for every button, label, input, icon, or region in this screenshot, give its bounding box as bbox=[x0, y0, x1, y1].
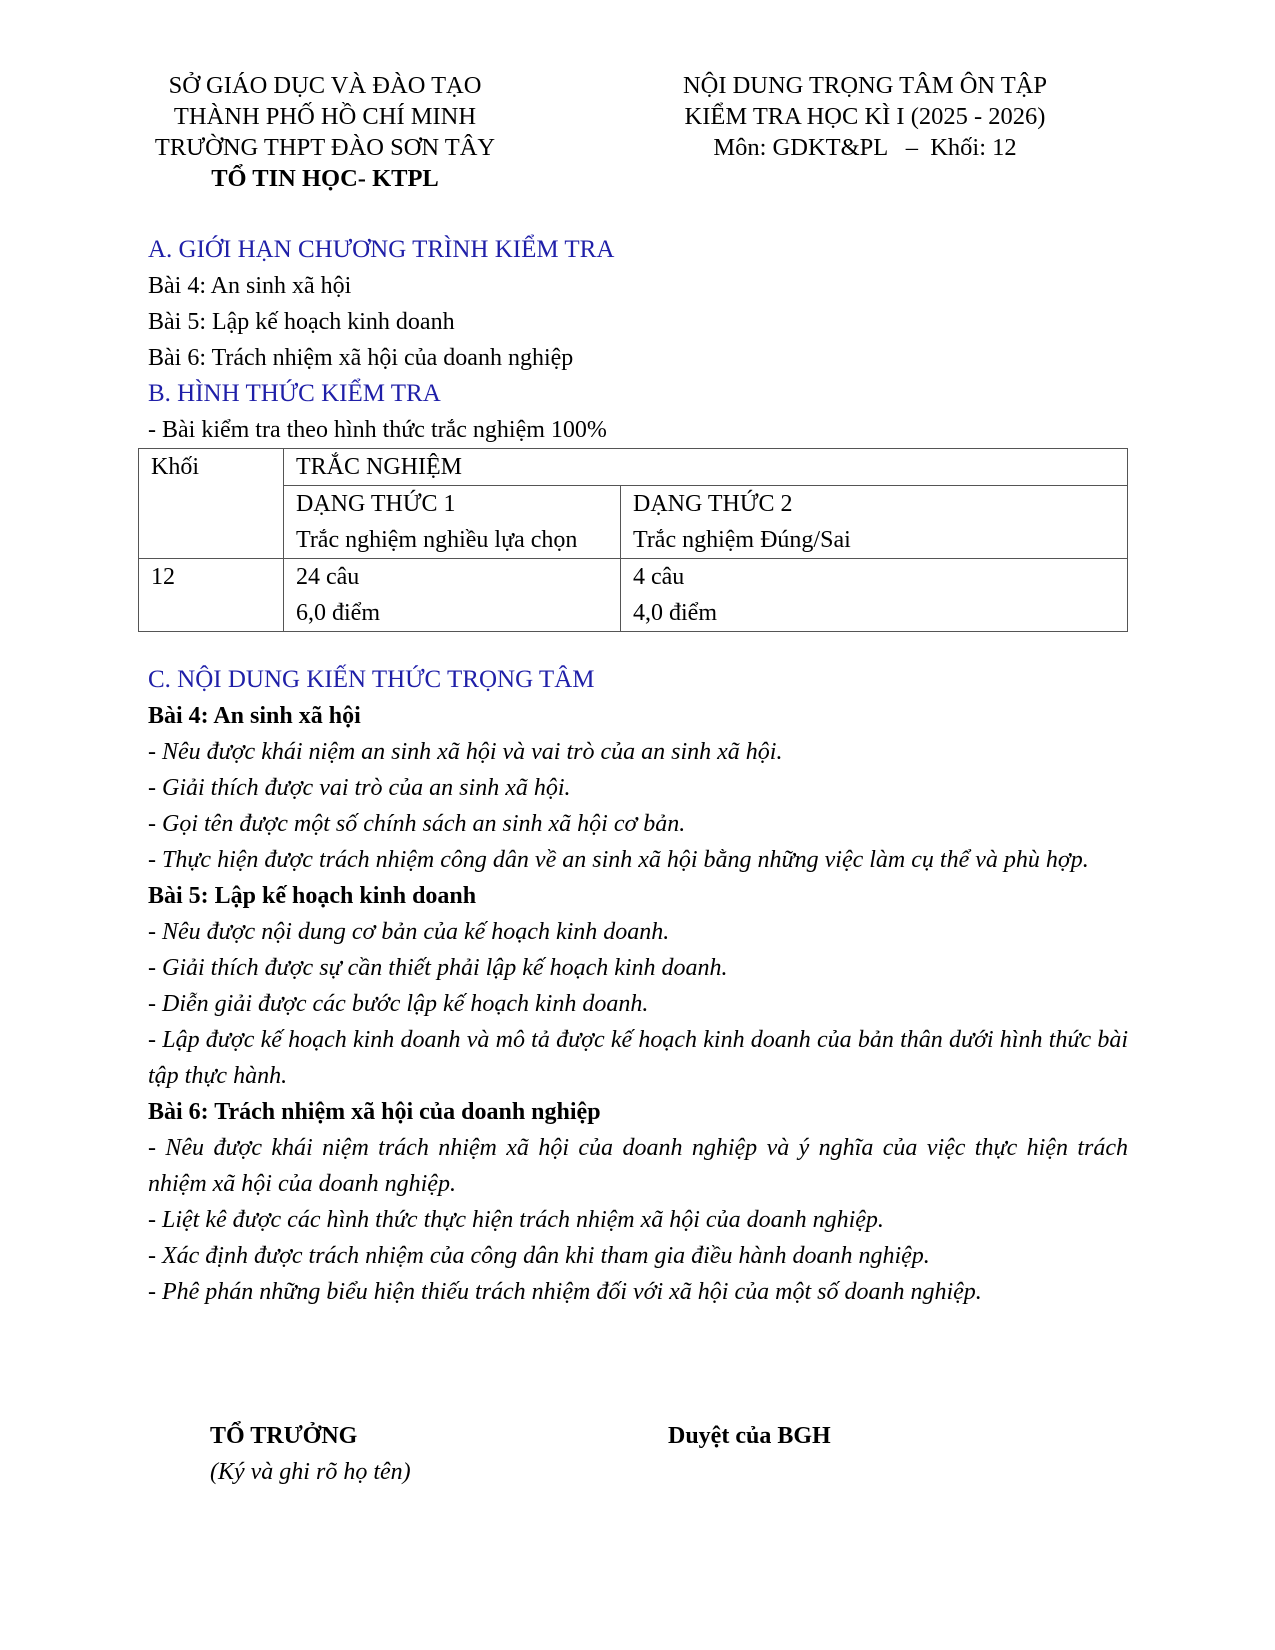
lesson-point: - Diễn giải được các bước lập kế hoạch kinh doanh. bbox=[148, 991, 649, 1017]
section-b-title: B. HÌNH THỨC KIỂM TRA bbox=[148, 380, 441, 407]
section-b-note: - Bài kiểm tra theo hình thức trắc nghiệm 100% bbox=[148, 417, 607, 443]
board-approval-title: Duyệt của BGH bbox=[668, 1423, 831, 1449]
lesson-point: - Giải thích được sự cần thiết phải lập kế hoạch kinh doanh. bbox=[148, 955, 728, 981]
section-a-item: Bài 6: Trách nhiệm xã hội của doanh nghiệp bbox=[148, 345, 574, 371]
lesson-point: - Gọi tên được một số chính sách an sinh xã hội cơ bản. bbox=[148, 811, 686, 837]
signature-left bbox=[210, 1418, 411, 1490]
header-title-block bbox=[615, 70, 1115, 163]
section-a-item: Bài 4: An sinh xã hội bbox=[148, 273, 352, 299]
doc-title: NỘI DUNG TRỌNG TÂM ÔN TẬP bbox=[682, 72, 1048, 99]
header-organization bbox=[110, 70, 540, 194]
lesson-title: Bài 4: An sinh xã hội bbox=[148, 703, 361, 729]
lesson-point: - Liệt kê được các hình thức thực hiện trách nhiệm xã hội của doanh nghiệp. bbox=[148, 1207, 884, 1233]
lesson-point: - Nêu được nội dung cơ bản của kế hoạch kinh doanh. bbox=[148, 919, 670, 945]
header-dept: SỞ GIÁO DỤC VÀ ĐÀO TẠO bbox=[168, 72, 482, 99]
lesson-point: - Xác định được trách nhiệm của công dân khi tham gia điều hành doanh nghiệp. bbox=[148, 1243, 930, 1269]
col-trac-nghiem-header: TRẮC NGHIỆM bbox=[284, 449, 1128, 486]
lesson-point: - Nêu được khái niệm trách nhiệm xã hội của doanh nghiệp và ý nghĩa của việc thực hiện trách nhiệm xã hội của doanh nghiệp. bbox=[148, 1135, 1128, 1197]
lesson-title: Bài 5: Lập kế hoạch kinh doanh bbox=[148, 883, 477, 909]
document-body bbox=[148, 232, 1128, 1310]
header-group: TỔ TIN HỌC- KTPL bbox=[211, 165, 439, 192]
group-leader-title: TỔ TRƯỞNG bbox=[210, 1423, 358, 1449]
section-c-title: C. NỘI DUNG KIẾN THỨC TRỌNG TÂM bbox=[148, 666, 595, 693]
dang-thuc-1-header: DẠNG THỨC 1 Trắc nghiệm nghiều lựa chọn bbox=[284, 486, 621, 559]
header-city: THÀNH PHỐ HỒ CHÍ MINH bbox=[173, 103, 477, 130]
lesson-point: - Nêu được khái niệm an sinh xã hội và vai trò của an sinh xã hội. bbox=[148, 739, 783, 765]
section-a-title: A. GIỚI HẠN CHƯƠNG TRÌNH KIỂM TRA bbox=[148, 236, 615, 263]
lesson-point: - Giải thích được vai trò của an sinh xã hội. bbox=[148, 775, 571, 801]
cell-dang-1: 24 câu 6,0 điểm bbox=[284, 559, 621, 632]
signature-right bbox=[668, 1418, 831, 1454]
lesson-point: - Phê phán những biểu hiện thiếu trách nhiệm đối với xã hội của một số doanh nghiệp. bbox=[148, 1279, 982, 1305]
cell-dang-2: 4 câu 4,0 điểm bbox=[621, 559, 1128, 632]
doc-subject: Môn: GDKT&PL – Khối: 12 bbox=[713, 134, 1017, 161]
doc-subtitle: KIỂM TRA HỌC KÌ I (2025 - 2026) bbox=[684, 103, 1046, 130]
signature-note: (Ký và ghi rõ họ tên) bbox=[210, 1459, 411, 1485]
exam-format-table bbox=[138, 448, 1128, 632]
col-khoi-header: Khối bbox=[139, 449, 284, 559]
document-header bbox=[0, 70, 1275, 200]
header-school: TRƯỜNG THPT ĐÀO SƠN TÂY bbox=[154, 134, 496, 161]
section-a-item: Bài 5: Lập kế hoạch kinh doanh bbox=[148, 309, 455, 335]
cell-khoi: 12 bbox=[139, 559, 284, 632]
dang-thuc-2-header: DẠNG THỨC 2 Trắc nghiệm Đúng/Sai bbox=[621, 486, 1128, 559]
table-row bbox=[139, 559, 1128, 632]
lesson-point: - Thực hiện được trách nhiệm công dân về an sinh xã hội bằng những việc làm cụ thể và phù hợp. bbox=[148, 847, 1089, 873]
lesson-point: - Lập được kế hoạch kinh doanh và mô tả được kế hoạch kinh doanh của bản thân dưới hình thức bài tập thực hành. bbox=[148, 1027, 1128, 1089]
lesson-title: Bài 6: Trách nhiệm xã hội của doanh nghiệp bbox=[148, 1099, 601, 1125]
